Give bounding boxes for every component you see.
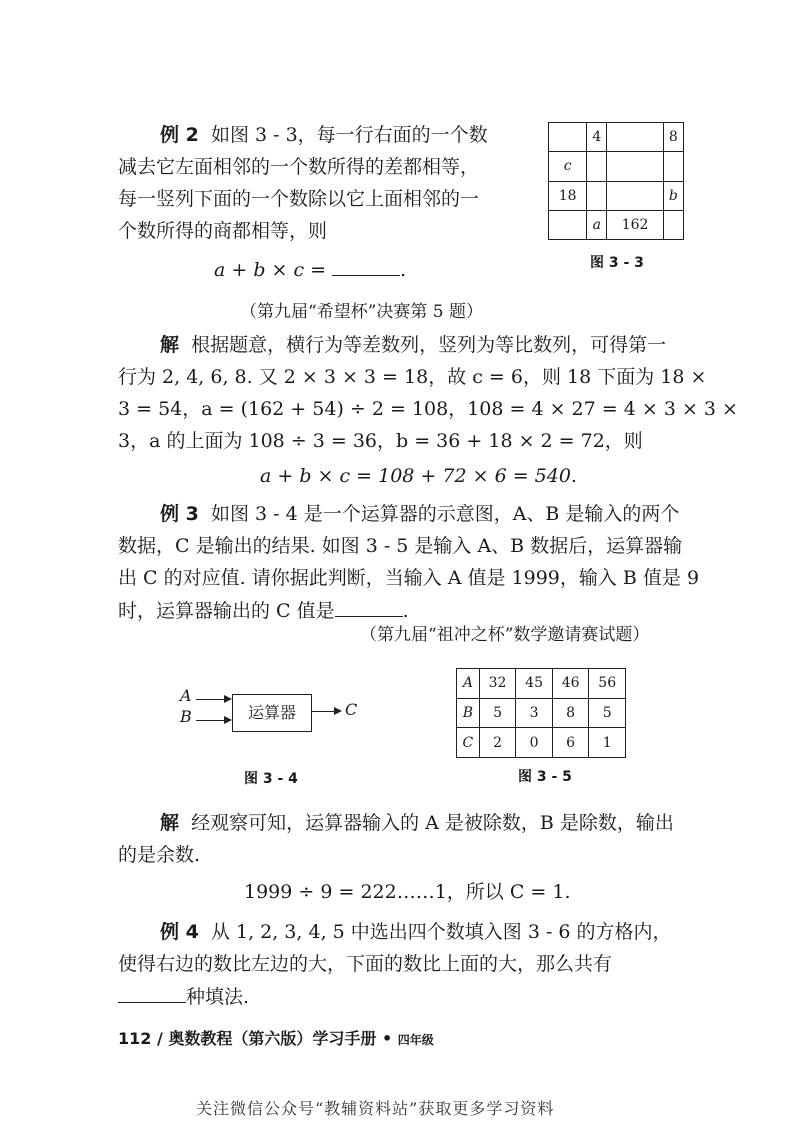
example-2-line-2: 减去它左面相邻的一个数所得的差都相等， — [118, 156, 480, 178]
solution-2-line-4: 3，a 的上面为 108 ÷ 3 = 36，b = 36 + 18 × 2 = 72，则 — [118, 430, 643, 452]
grid-row — [549, 152, 684, 181]
grid-cell — [607, 123, 663, 152]
example-2-line-4: 个数所得的商都相等，则 — [118, 220, 328, 242]
grid-cell — [663, 210, 683, 239]
grid-cell: 4 — [587, 123, 607, 152]
arrow-right-icon — [312, 711, 340, 712]
grid-cell — [549, 123, 587, 152]
solution-3-label: 解 — [160, 812, 180, 834]
solution-3-result: 1999 ÷ 9 = 222……1，所以 C = 1. — [244, 881, 571, 903]
table-row — [457, 698, 626, 728]
table-cell: A — [457, 669, 480, 699]
table-cell: 5 — [589, 698, 626, 728]
figure-3-3-caption: 图 3 - 3 — [590, 255, 644, 271]
solution-2-line-2: 行为 2, 4, 6, 8. 又 2 × 3 × 3 = 18，故 c = 6，则 18 下面为 18 × — [118, 366, 707, 388]
grade-label: 四年级 — [397, 1033, 434, 1047]
figure-3-5-table — [456, 668, 626, 758]
grid-row — [549, 210, 684, 239]
grid-row — [549, 181, 684, 210]
page-footer: 112 / 奥数教程（第六版）学习手册 • 四年级 — [118, 1029, 434, 1048]
watermark-text: 关注微信公众号“教辅资料站”获取更多学习资料 — [196, 1099, 555, 1118]
figure-3-5-caption: 图 3 - 5 — [518, 769, 572, 785]
grid-cell: 8 — [663, 123, 683, 152]
example-4-line-2: 使得右边的数比左边的大，下面的数比上面的大，那么共有 — [118, 953, 613, 975]
answer-blank — [118, 984, 186, 1003]
example-3-label: 例 3 — [160, 503, 199, 525]
grid-cell — [607, 152, 663, 181]
table-cell: 0 — [516, 728, 553, 758]
solution-2-result: a + b × c = 108 + 72 × 6 = 540. — [260, 465, 577, 487]
table-cell: B — [457, 698, 480, 728]
solution-2-line-3: 3 = 54，a = (162 + 54) ÷ 2 = 108，108 = 4 × 27 = 4 × 3 × 3 × — [118, 398, 738, 420]
table-cell: 56 — [589, 669, 626, 699]
grid-cell: a — [587, 210, 607, 239]
example-4-line-1: 例 4 从 1, 2, 3, 4, 5 中选出四个数填入图 3 - 6 的方格内， — [160, 921, 672, 943]
answer-blank — [335, 598, 403, 617]
example-4-label: 例 4 — [160, 921, 199, 943]
page-number: 112 — [118, 1029, 152, 1048]
example-2-label: 例 2 — [160, 124, 199, 146]
example-4-line-3: 种填法. — [118, 984, 249, 1009]
grid-cell — [587, 152, 607, 181]
table-cell: 3 — [516, 698, 553, 728]
table-cell: 32 — [479, 669, 516, 699]
grid-cell — [663, 152, 683, 181]
answer-blank — [332, 257, 400, 276]
table-cell: 46 — [552, 669, 589, 699]
table-cell: 6 — [552, 728, 589, 758]
figure-3-4-caption: 图 3 - 4 — [244, 771, 298, 787]
solution-2-label: 解 — [160, 334, 180, 356]
grid-cell — [607, 181, 663, 210]
grid-row — [549, 123, 684, 152]
book-title: 奥数教程（第六版）学习手册 — [168, 1029, 377, 1048]
grid-cell: c — [549, 152, 587, 181]
example-3-source: （第九届“祖冲之杯”数学邀请赛试题） — [360, 625, 650, 645]
solution-3-line-2: 的是余数. — [118, 844, 201, 866]
example-3-line-1: 例 3 如图 3 - 4 是一个运算器的示意图，A、B 是输入的两个 — [160, 503, 680, 525]
example-3-line-2: 数据，C 是输出的结果. 如图 3 - 5 是输入 A、B 数据后，运算器输 — [118, 535, 683, 557]
table-cell: 5 — [479, 698, 516, 728]
grid-cell: b — [663, 181, 683, 210]
output-c-label: C — [345, 700, 358, 719]
arrow-right-icon — [196, 720, 230, 721]
example-2-source: （第九届“希望杯”决赛第 5 题） — [240, 302, 484, 322]
calculator-box: 运算器 — [232, 694, 312, 732]
table-cell: C — [457, 728, 480, 758]
grid-cell: 18 — [549, 181, 587, 210]
grid-cell — [587, 181, 607, 210]
example-3-line-3: 出 C 的对应值. 请你据此判断，当输入 A 值是 1999，输入 B 值是 9 — [118, 567, 700, 589]
solution-2-line-1: 解 根据题意，横行为等差数列，竖列为等比数列，可得第一 — [160, 334, 667, 356]
table-row — [457, 669, 626, 699]
grid-cell: 162 — [607, 210, 663, 239]
table-cell: 8 — [552, 698, 589, 728]
example-2-formula: a + b × c = . — [214, 259, 407, 281]
example-2-line-1: 例 2 如图 3 - 3，每一行右面的一个数 — [160, 124, 488, 146]
figure-3-3-grid — [548, 122, 684, 240]
input-a-label: A — [180, 686, 192, 705]
example-2-line-3: 每一竖列下面的一个数除以它上面相邻的一 — [118, 188, 480, 210]
example-3-line-4: 时，运算器输出的 C 值是 . — [118, 600, 409, 622]
table-row — [457, 728, 626, 758]
table-cell: 1 — [589, 728, 626, 758]
table-cell: 45 — [516, 669, 553, 699]
input-b-label: B — [180, 707, 192, 726]
solution-3-line-1: 解 经观察可知，运算器输入的 A 是被除数，B 是除数，输出 — [160, 812, 674, 834]
grid-cell — [549, 210, 587, 239]
table-cell: 2 — [479, 728, 516, 758]
arrow-right-icon — [196, 699, 230, 700]
